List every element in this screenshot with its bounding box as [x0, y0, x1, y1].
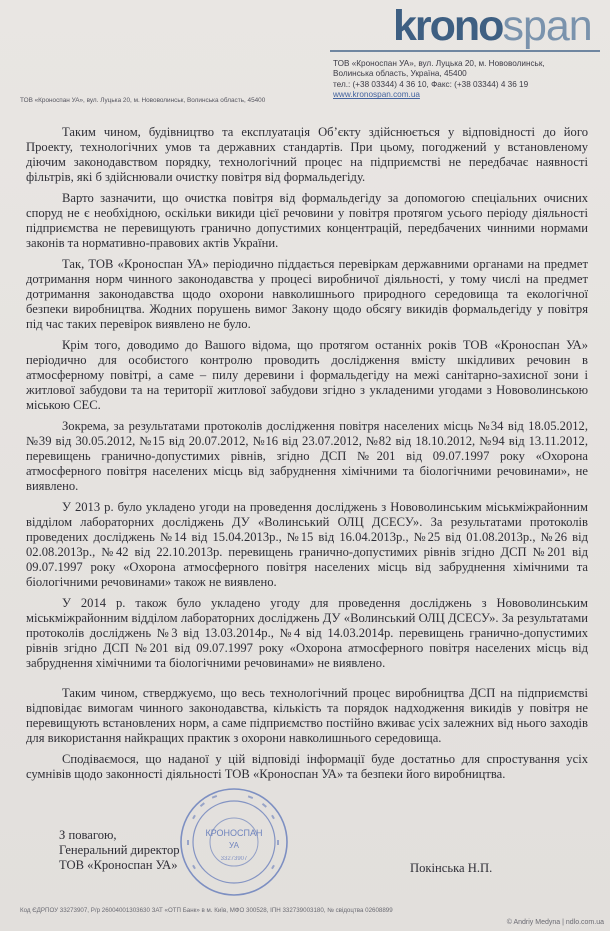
- logo-divider: [330, 50, 600, 52]
- stamp-center-text: КРОНОСПАН: [205, 828, 263, 838]
- company-address-line2: Волинська область, Україна, 45400: [333, 69, 467, 79]
- paragraph-7: У 2014 р. також було укладено угоду для проведення досліджень з Нововолинським міськміжрайонним відділом лабораторних досліджень ДУ «Волинський ОЛЦ ДСЕСУ». За результатами протоколів досліджень №3 від 13.03.2014р., №4 від 14.03.2014р. перевищень гранично-допустимих рівнів згідно ДСП №201 від 09.07.1997 року «Охорона атмосферного повітря населених місць від забруднення хімічними та біологічними речовинами» не виявлено.: [26, 596, 588, 670]
- stamp-center-text-2: УА: [229, 841, 239, 850]
- paragraph-8: Таким чином, стверджуємо, що весь технологічний процес виробництва ДСП на підприємстві відповідає вимогам чинного законодавства, кількість та порядок надходження викидів у повітря не перевищують встановлених норм, а саме підприємство постійно вживає усіх залежних від нього заходів для використання найкращих практик з охорони навколишнього середовища.: [26, 686, 588, 745]
- paragraph-4: Крім того, доводимо до Вашого відома, що протягом останніх років ТОВ «Кроноспан УА» періодично для особистого контролю проводить дослідження вмісту шкідливих речовин в атмосферному повітрі, а саме – пилу деревини і формальдегіду на межі санітарно-захисної зони і житлової забудови та на території житлової забудови згідно з укладеними угодами з Нововолинською міською СЕС.: [26, 338, 588, 412]
- company-address-line1: ТОВ «Кроноспан УА», вул. Луцька 20, м. Нововолинськ,: [333, 59, 545, 68]
- paragraph-9: Сподіваємося, що наданої у цій відповіді інформації буде достатньо для спростування усіх сумнівів щодо законності діяльності ТОВ «Кроноспан УА» та безпеки його виробництва.: [26, 752, 588, 781]
- photo-credit: © Andriy Medyna | ndlo.com.ua: [506, 919, 604, 926]
- paragraph-3: Так, ТОВ «Кроноспан УА» періодично піддається перевіркам державними органами на предмет дотримання норм чинного законодавства у процесі виробничої діяльності, у тому числі на предмет дотримання законодавства щодо охорони навколишнього природного середовища та екологічної безпеки виробництва. Жодних порушень вимог Закону щодо обсягу викидів формальдегіду у повітря під час таких перевірок виявлено не було.: [26, 257, 588, 331]
- signature-position: Генеральний директор: [59, 843, 180, 858]
- paragraph-2: Варто зазначити, що очистка повітря від формальдегіду за допомогою спеціальних очисних споруд не є необхідною, оскільки викиди цієї речовини у повітря протягом усього періоду діяльності підприємства не перевищують гранично допустимих концентрацій, передбачених чинними нормами законів та нормативно-правових актів України.: [26, 191, 588, 250]
- sender-address-small: ТОВ «Кроноспан УА», вул. Луцька 20, м. Нововолинськ, Волинська область, 45400: [20, 97, 266, 104]
- company-info: [333, 59, 603, 101]
- company-seal-stamp: [178, 786, 290, 898]
- signature-block: [59, 828, 180, 874]
- signer-name: Покінська Н.П.: [410, 861, 493, 875]
- paragraph-5: Зокрема, за результатами протоколів дослідження повітря населених місць №34 від 18.05.2012, №39 від 30.05.2012, №15 від 20.07.2012, №16 від 23.07.2012, №82 від 18.10.2012, №94 від 13.11.2012, перевищень гранично-допустимих рівнів, згідно ДСП №201 від 09.07.1997 року «Охорона атмосферного повітря населених місць від забруднення хімічними та біологічними речовинами», не виявлено.: [26, 419, 588, 493]
- signature-company: ТОВ «Кроноспан УА»: [59, 858, 178, 873]
- stamp-number: 33273907: [220, 856, 248, 862]
- logo-text-light: span: [502, 2, 592, 50]
- kronospan-logo: [393, 2, 600, 50]
- company-website-link[interactable]: www.kronospan.com.ua: [333, 90, 420, 100]
- paragraph-6: У 2013 р. було укладено угоди на проведення досліджень з Нововолинським міськміжрайонним відділом лабораторних досліджень ДУ «Волинський ОЛЦ ДСЕСУ». За результатами протоколів проведених досліджень №14 від 15.04.2013р., №15 від 16.04.2013р., №25 від 01.08.2013р., №26 від 02.08.2013р., №42 від 22.10.2013р. перевищень гранично-допустимих рівнів згідно ДСП №201 від 09.07.1997 року «Охорона атмосферного повітря населених місць від забруднення хімічними та біологічними речовинами» також не виявлено.: [26, 500, 588, 589]
- letter-body: [26, 125, 588, 788]
- footer-bank-details: Код ЄДРПОУ 33273907, Р/р 26004001303630 ЗАТ «ОТП Банк» в м. Київ, МФО 300528, ІПН 332739003180, № свідоцтва 02608899: [20, 907, 393, 914]
- logo-text-bold: krono: [393, 2, 503, 50]
- paragraph-1: Таким чином, будівництво та експлуатація Об’єкту здійснюється у відповідності до його Проекту, технологічних умов та державних стандартів. При цьому, погоджений у встановленому діючим законодавством порядку, технологічний процес на підприємстві не передбачає наявності фільтрів, які б здійснювали очистку повітря від формальдегіду.: [26, 125, 588, 184]
- company-phone-line: тел.: (+38 03344) 4 36 10, Факс: (+38 03344) 4 36 19: [333, 79, 529, 89]
- signature-regards: З повагою,: [59, 828, 117, 842]
